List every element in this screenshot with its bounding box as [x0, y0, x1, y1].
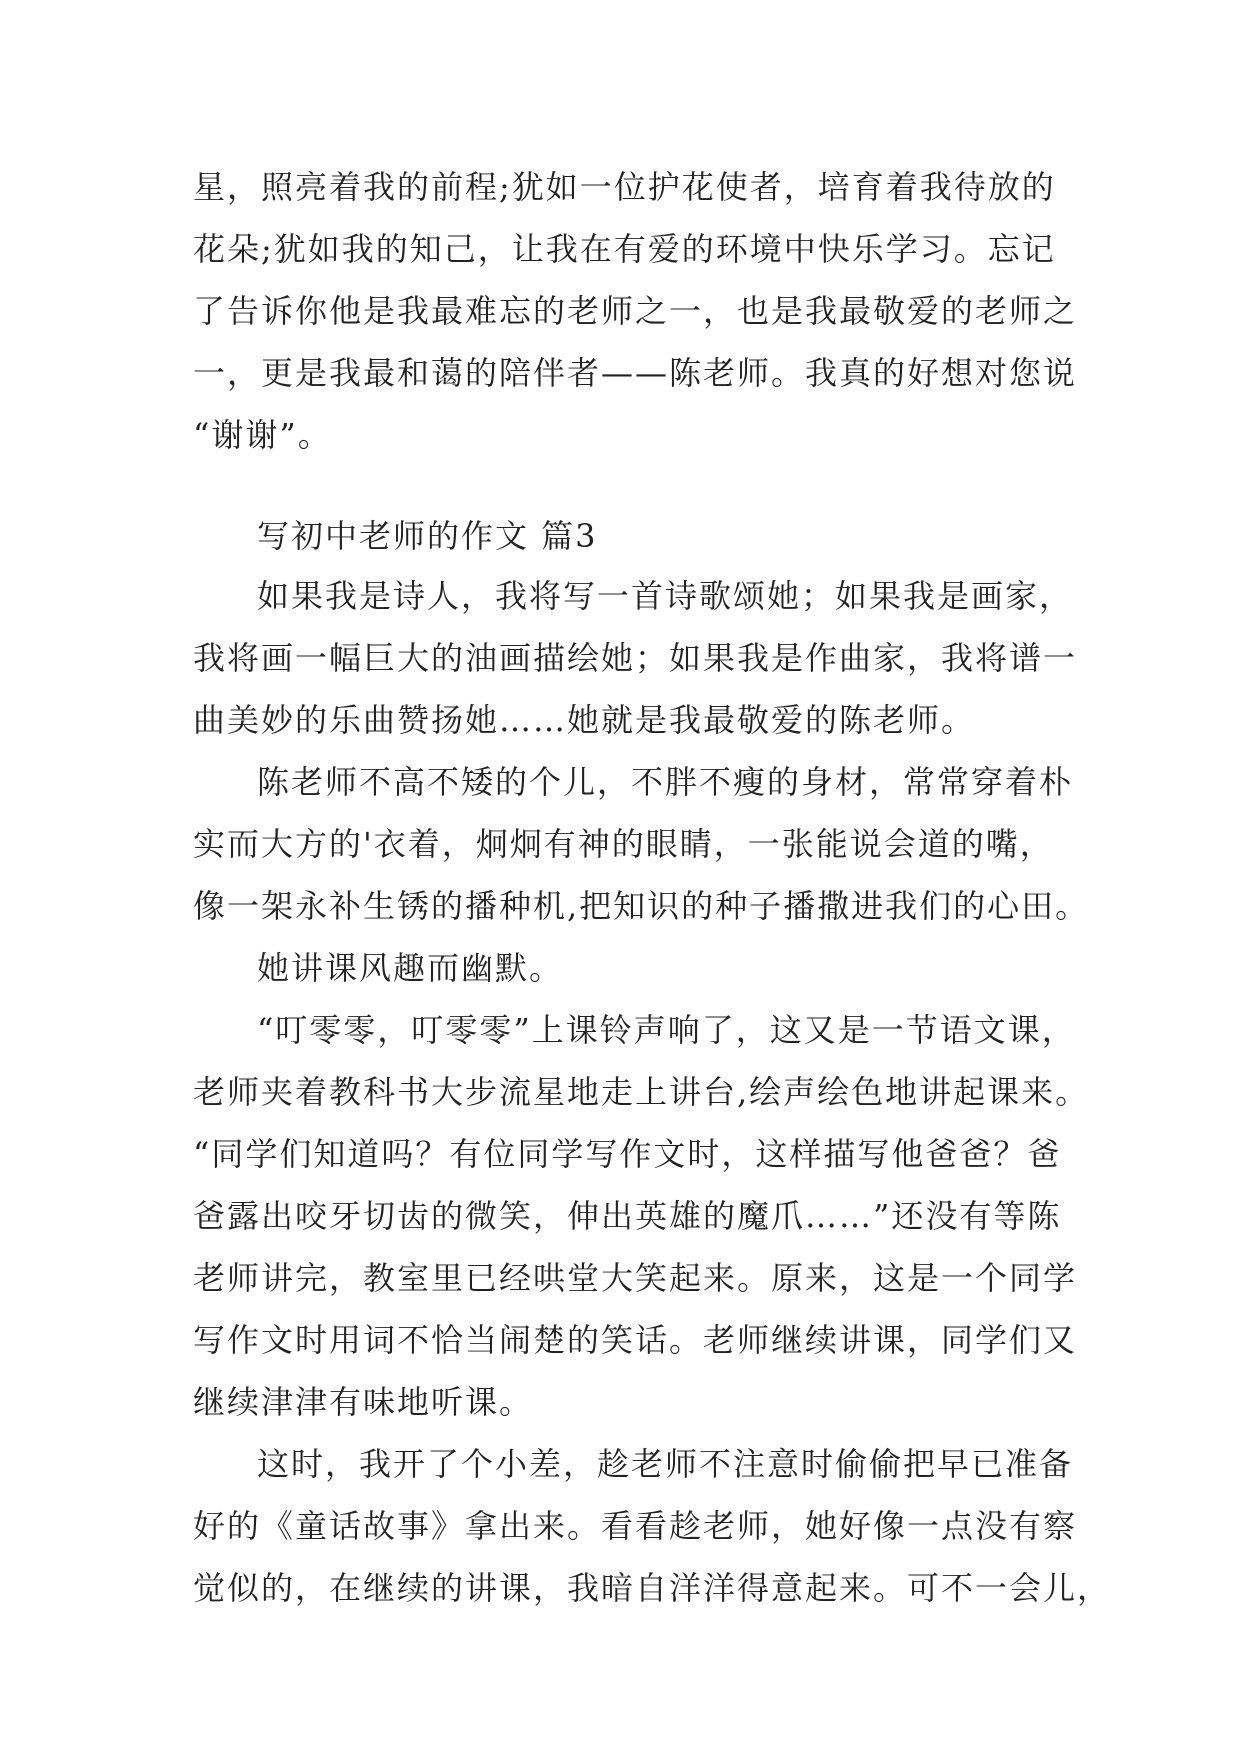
text-line: 星，照亮着我的前程;犹如一位护花使者，培育着我待放的	[193, 168, 1056, 206]
text-line: 老师夹着教科书大步流星地走上讲台,绘声绘色地讲起课来。	[193, 1073, 1090, 1111]
text-line: 她讲课风趣而幽默。	[257, 949, 564, 987]
body-text	[193, 565, 1112, 1619]
text-line: 觉似的，在继续的讲课，我暗自洋洋得意起来。可不一会儿，	[193, 1569, 1112, 1607]
text-line: 继续津津有味地听课。	[193, 1383, 534, 1421]
text-line: 好的《童话故事》拿出来。看看趁老师，她好像一点没有察	[193, 1507, 1078, 1545]
text-line: 老师讲完，教室里已经哄堂大笑起来。原来，这是一个同学	[193, 1259, 1078, 1297]
text-line: 如果我是诗人，我将写一首诗歌颂她；如果我是画家，	[257, 577, 1074, 615]
text-line: “叮零零，叮零零”上课铃声响了，这又是一节语文课，	[257, 1011, 1076, 1049]
text-line: 写作文时用词不恰当闹楚的笑话。老师继续讲课，同学们又	[193, 1321, 1078, 1359]
text-line: “谢谢”。	[193, 416, 332, 454]
text-line: 了告诉你他是我最难忘的老师之一，也是我最敬爱的老师之	[193, 292, 1078, 330]
text-line: 陈老师不高不矮的个儿，不胖不瘦的身材，常常穿着朴	[257, 763, 1074, 801]
section-title-block	[193, 505, 1053, 567]
text-line: 这时，我开了个小差，趁老师不注意时偷偷把早已准备	[257, 1445, 1074, 1483]
section-title: 写初中老师的作文 篇3	[257, 517, 598, 555]
text-line: 实而大方的'衣着，炯炯有神的眼睛，一张能说会道的嘴，	[193, 825, 1054, 863]
text-line: “同学们知道吗？有位同学写作文时，这样描写他爸爸？爸	[193, 1135, 1062, 1173]
text-line: 一，更是我最和蔼的陪伴者——陈老师。我真的好想对您说	[193, 354, 1078, 392]
text-line: 曲美妙的乐曲赞扬她……她就是我最敬爱的陈老师。	[193, 701, 976, 739]
top-paragraph	[193, 156, 1078, 466]
text-line: 爸露出咬牙切齿的微笑，伸出英雄的魔爪……”还没有等陈	[193, 1197, 1062, 1235]
text-line: 像一架永补生锈的播种机,把知识的种子播撒进我们的心田。	[193, 887, 1090, 925]
text-line: 我将画一幅巨大的油画描绘她；如果我是作曲家，我将谱一	[193, 639, 1078, 677]
text-line: 花朵;犹如我的知己，让我在有爱的环境中快乐学习。忘记	[193, 230, 1056, 268]
